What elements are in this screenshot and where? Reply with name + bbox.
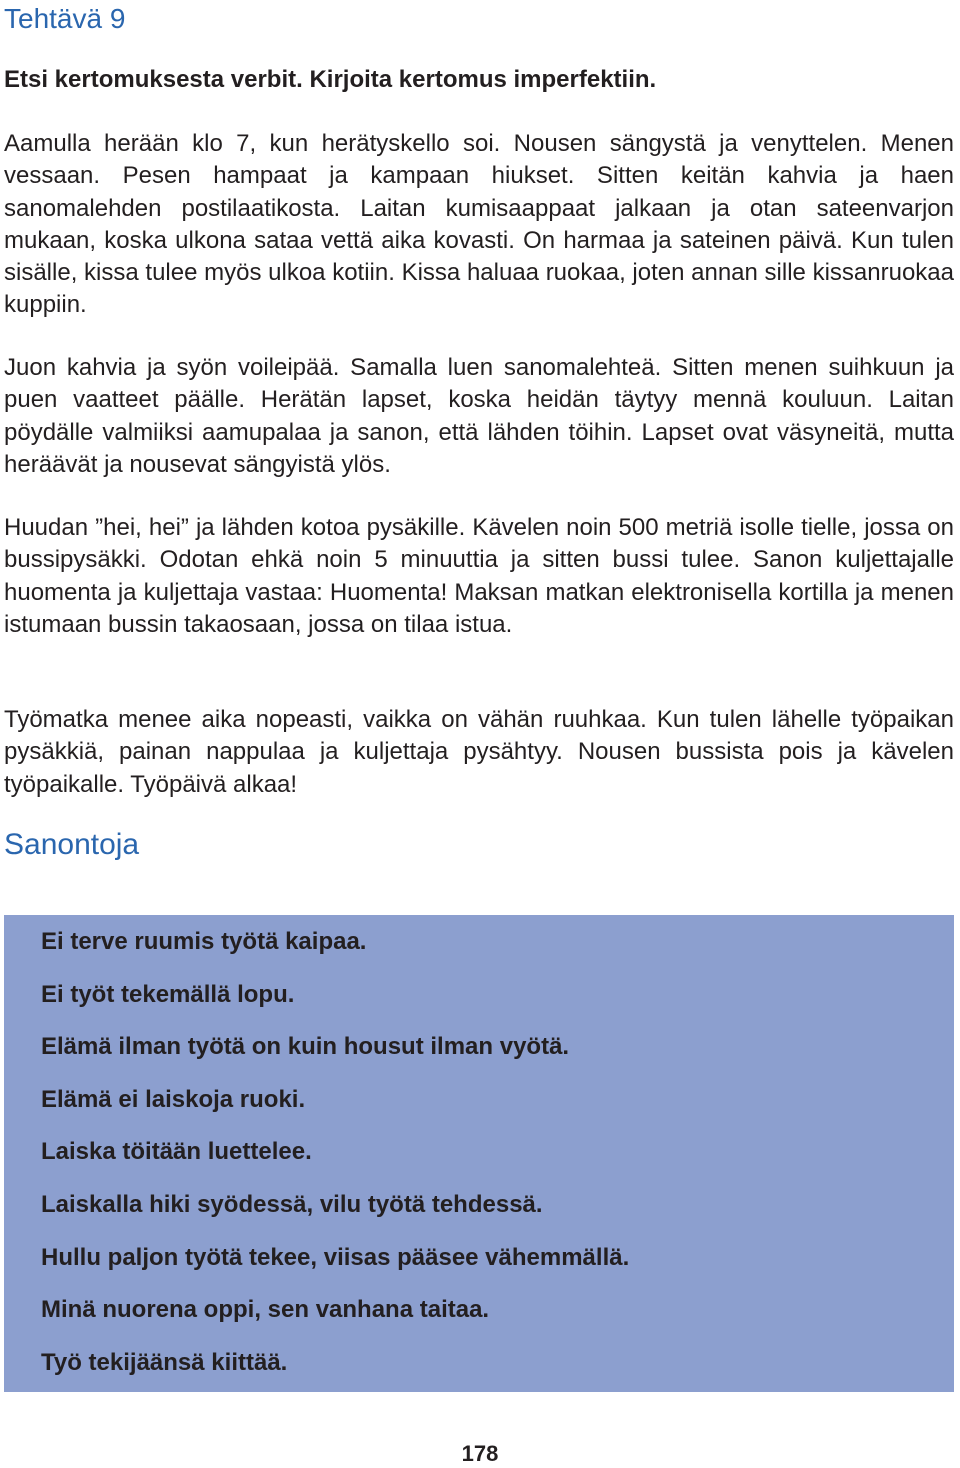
saying-item: Minä nuorena oppi, sen vanhana taitaa.	[41, 1296, 490, 1324]
saying-item: Elämä ilman työtä on kuin housut ilman vyötä.	[41, 1033, 570, 1061]
saying-item: Hullu paljon työtä tekee, viisas pääsee vähemmällä.	[41, 1243, 630, 1271]
saying-item: Ei terve ruumis työtä kaipaa.	[41, 928, 367, 955]
story-paragraph: Aamulla herään klo 7, kun herätyskello soi. Nousen sängystä ja venyttelen. Menen vessaan. Pesen hampaat ja kampaan hiukset. Sitten keitän kahvia ja haen sanomalehden postilaatikosta. Laitan kumisaappaat jalkaan ja otan sateenvarjon mukaan, koska ulkona sataa vettä aika kovasti. On harmaa ja sateinen päivä. Kun tulen sisälle, kissa tulee myös ulkoa kotiin. Kissa haluaa ruokaa, joten annan sille kissanruokaa kuppiin.	[4, 130, 954, 319]
task-instruction: Etsi kertomuksesta verbit. Kirjoita kertomus imperfektiin.	[4, 66, 657, 93]
sayings-box	[4, 915, 954, 1392]
saying-item: Ei työt tekemällä lopu.	[41, 980, 295, 1008]
story-paragraph: Juon kahvia ja syön voileipää. Samalla luen sanomalehteä. Sitten menen suihkuun ja puen vaatteet päälle. Herätän lapset, koska heidän täytyy mennä kouluun. Laitan pöydälle valmiiksi aamupalaa ja sanon, että lähden töihin. Lapset ovat väsyneitä, mutta heräävät ja nousevat sängyistä ylös.	[4, 354, 954, 478]
saying-item: Elämä ei laiskoja ruoki.	[41, 1085, 306, 1113]
sayings-heading: Sanontoja	[4, 828, 140, 861]
task-title: Tehtävä 9	[4, 3, 126, 34]
story-paragraph: Työmatka menee aika nopeasti, vaikka on vähän ruuhkaa. Kun tulen lähelle työpaikan pysäkkiä, painan nappulaa ja kuljettaja pysähtyy. Nousen bussista pois ja kävelen työpaikalle. Työpäivä alkaa!	[4, 706, 954, 798]
saying-item: Laiskalla hiki syödessä, vilu työtä tehdessä.	[41, 1190, 543, 1218]
sayings-list	[41, 925, 629, 1398]
saying-item: Laiska töitään luettelee.	[41, 1138, 312, 1166]
saying-item: Työ tekijäänsä kiittää.	[41, 1348, 288, 1376]
page-number: 178	[461, 1441, 499, 1466]
story-paragraph: Huudan ”hei, hei” ja lähden kotoa pysäkille. Kävelen noin 500 metriä isolle tielle, jossa on bussipysäkki. Odotan ehkä noin 5 minuuttia ja sitten bussi tulee. Sanon kuljettajalle huomenta ja kuljettaja vastaa: Huomenta! Maksan matkan elektronisella kortilla ja menen istumaan bussin takaosaan, jossa on tilaa istua.	[4, 514, 954, 638]
